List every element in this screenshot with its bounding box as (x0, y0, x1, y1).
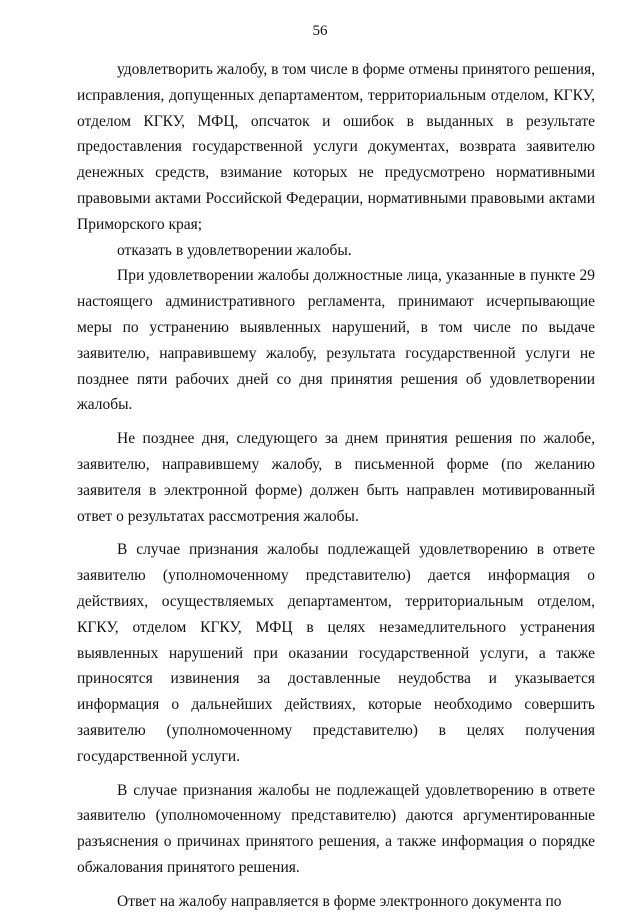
page-number: 56 (312, 23, 328, 39)
paragraph-reasoned-response: Не позднее дня, следующего за днем принятия решения по жалобе, заявителю, направившему жалобу, в письменной форме (по желанию заявителя в электронной форме) должен быть направлен мотивированный ответ о результатах рассмотрения жалобы. (77, 430, 595, 525)
paragraph-electronic-response: Ответ на жалобу направляется в форме электронного документа по (117, 892, 562, 910)
paragraph-complaint-satisfied-info: В случае признания жалобы подлежащей удовлетворению в ответе заявителю (уполномоченному представителю) дается информация о действиях, осуществляемых департаментом, территориальным отделом, КГКУ, отделом КГКУ, МФЦ в целях незамедлительного устранения выявленных нарушений при оказании государственной услуги, а также приносятся извинения за доставленные неудобства и указывается информация о дальнейших действиях, которые необходимо совершить заявителю (уполномоченному представителю) в целях получения государственной услуги. (77, 541, 595, 765)
paragraph-satisfy-complaint: удовлетворить жалобу, в том числе в форме отмены принятого решения, исправления, допущенных департаментом, территориальным отделом, КГКУ, отделом КГКУ, МФЦ, опсчаток и ошибок в выданных в результате предоставления государственной услуги документах, возврата заявителю денежных средств, взимание которых не предусмотрено нормативными правовыми актами Российской Федерации, нормативными правовыми актами Приморского края; (77, 61, 595, 233)
paragraph-complaint-rejected-info: В случае признания жалобы не подлежащей удовлетворению в ответе заявителю (уполномоченному представителю) даются аргументированные разъяснения о причинах принятого решения, а также информация о порядке обжалования принятого решения. (77, 781, 595, 876)
document-body (77, 57, 595, 915)
paragraph-measures-on-satisfaction: При удовлетворении жалобы должностные лица, указанные в пункте 29 настоящего административного регламента, принимают исчерпывающие меры по устранению выявленных нарушений, в том числе по выдаче заявителю, направившему жалобу, результата государственной услуги не позднее пяти рабочих дней со дня принятия решения об удовлетворении жалобы. (77, 267, 595, 414)
paragraph-refuse-complaint: отказать в удовлетворении жалобы. (117, 241, 352, 259)
